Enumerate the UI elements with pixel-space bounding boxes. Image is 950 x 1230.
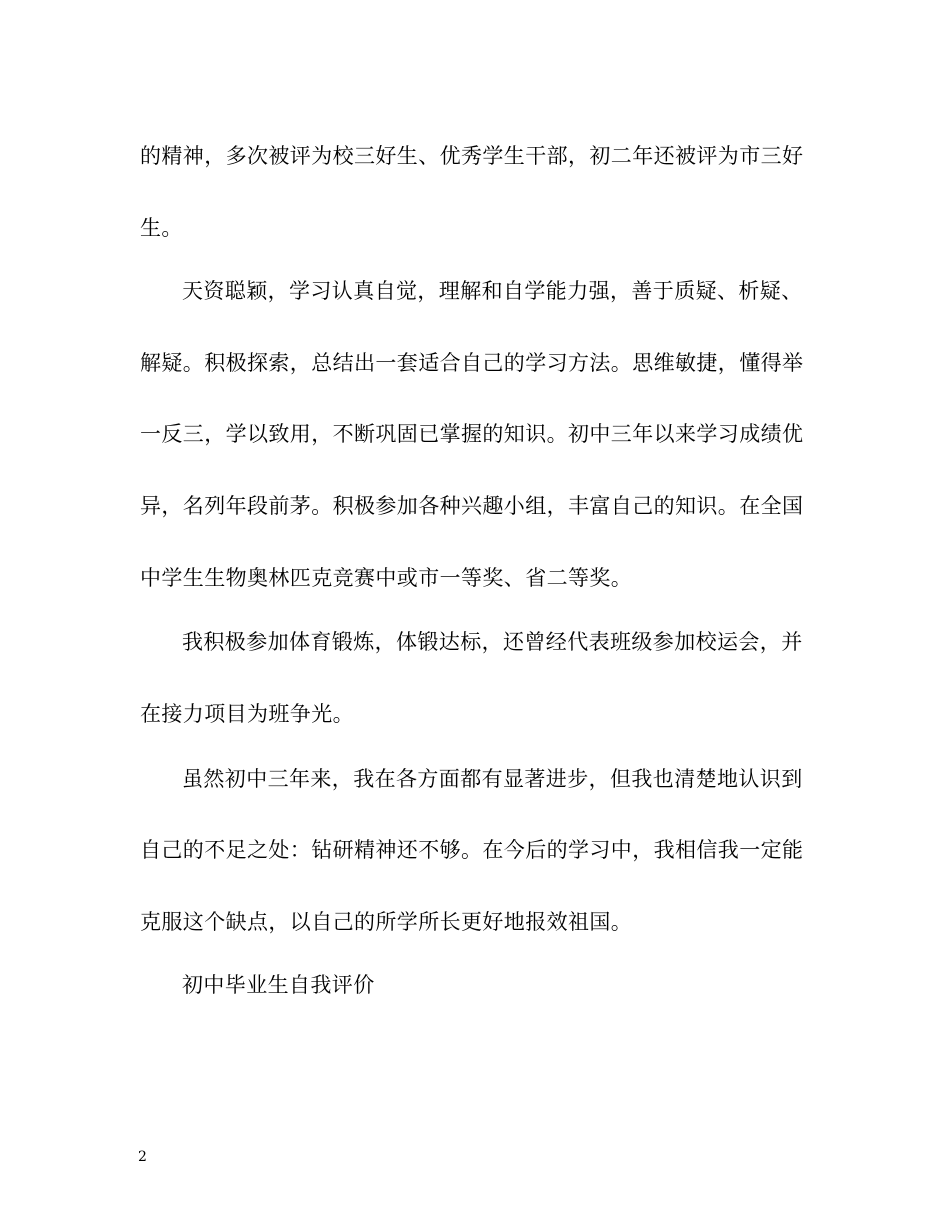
text-line: 自己的不足之处：钻研精神还不够。在今后的学习中，我相信我一定能 (140, 838, 804, 862)
page-number: 2 (138, 1149, 147, 1165)
text-line: 一反三，学以致用，不断巩固已掌握的知识。初中三年以来学习成绩优 (140, 422, 804, 446)
paragraph-first-line: 天资聪颖，学习认真自觉，理解和自学能力强，善于质疑、析疑、 (182, 279, 803, 303)
paragraph-first-line: 虽然初中三年来，我在各方面都有显著进步，但我也清楚地认识到 (182, 767, 803, 791)
text-line: 解疑。积极探索，总结出一套适合自己的学习方法。思维敏捷，懂得举 (140, 351, 804, 375)
text-line: 克服这个缺点，以自己的所学所长更好地报效祖国。 (140, 910, 633, 934)
text-line: 在接力项目为班争光。 (140, 702, 354, 726)
paragraph-first-line: 我积极参加体育锻炼，体锻达标，还曾经代表班级参加校运会，并 (182, 630, 803, 654)
text-line: 生。 (140, 216, 183, 240)
section-title: 初中毕业生自我评价 (182, 973, 375, 997)
text-line: 的精神，多次被评为校三好生、优秀学生干部，初二年还被评为市三好 (140, 144, 804, 168)
text-line: 异，名列年段前茅。积极参加各种兴趣小组，丰富自己的知识。在全国 (140, 494, 804, 518)
text-line: 中学生生物奥林匹克竞赛中或市一等奖、省二等奖。 (140, 566, 633, 590)
